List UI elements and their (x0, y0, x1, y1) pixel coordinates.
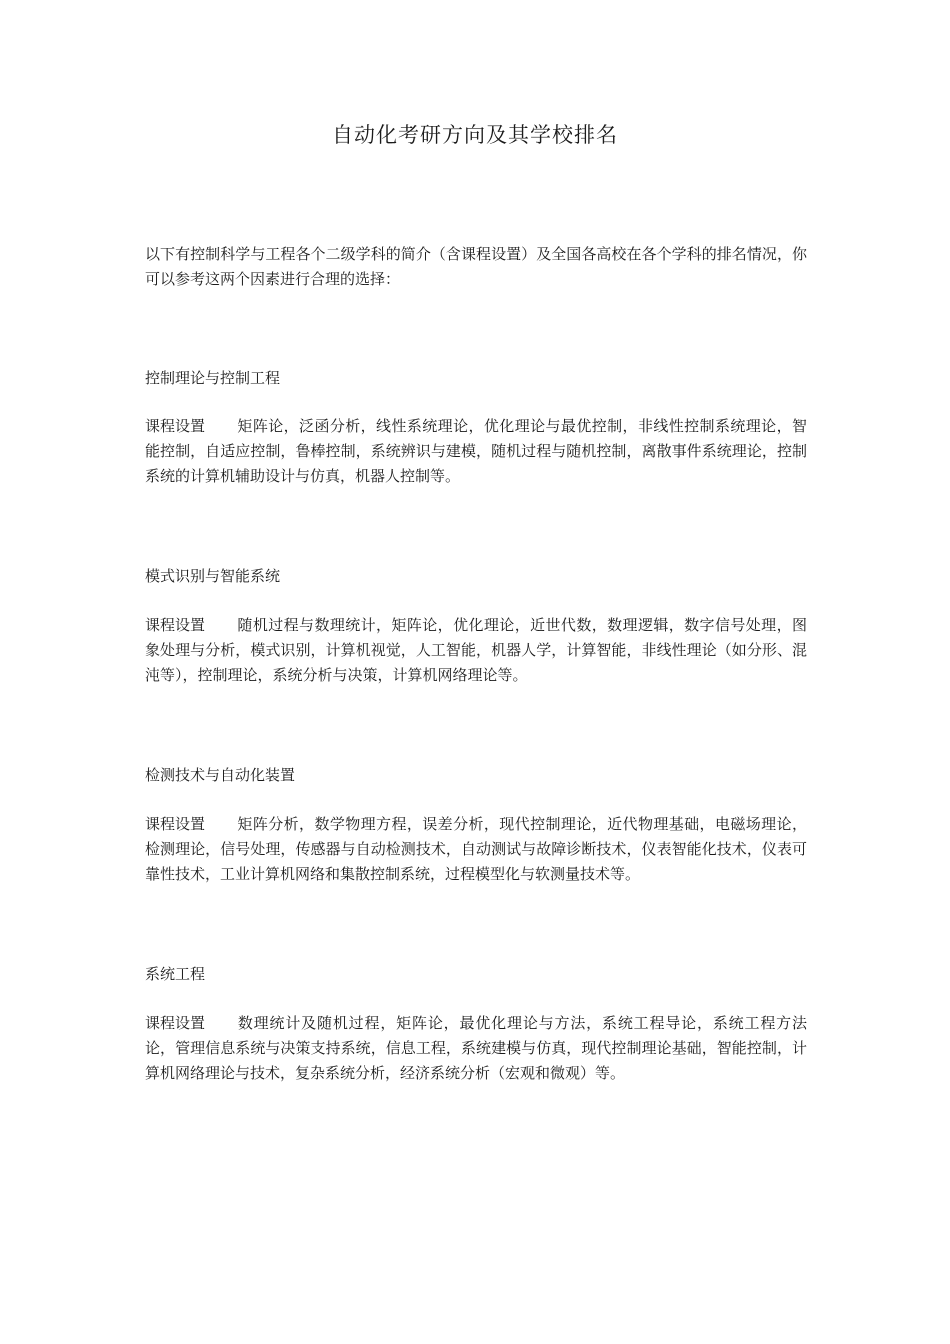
course-label: 课程设置 (145, 815, 206, 833)
course-list: 随机过程与数理统计，矩阵论，优化理论，近世代数，数理逻辑，数字信号处理，图象处理与分析，模式识别，计算机视觉，人工智能，机器人学，计算智能，非线性理论（如分形、混沌等），控制理论，系统分析与决策，计算机网络理论等。 (145, 616, 807, 684)
section-courses-pattern-recognition (145, 613, 807, 688)
course-list: 数理统计及随机过程，矩阵论，最优化理论与方法，系统工程导论，系统工程方法论，管理信息系统与决策支持系统，信息工程，系统建模与仿真，现代控制理论基础，智能控制，计算机网络理论与技术，复杂系统分析，经济系统分析（宏观和微观）等。 (145, 1014, 807, 1082)
course-label: 课程设置 (145, 1014, 206, 1032)
document-title: 自动化考研方向及其学校排名 (332, 123, 618, 147)
section-heading-detection-technology: 检测技术与自动化装置 (145, 766, 296, 784)
course-list: 矩阵分析，数学物理方程，误差分析，现代控制理论，近代物理基础，电磁场理论，检测理论，信号处理，传感器与自动检测技术，自动测试与故障诊断技术，仪表智能化技术，仪表可靠性技术，工业计算机网络和集散控制系统，过程模型化与软测量技术等。 (145, 815, 807, 883)
section-heading-pattern-recognition: 模式识别与智能系统 (145, 567, 281, 585)
course-list: 矩阵论，泛函分析，线性系统理论，优化理论与最优控制，非线性控制系统理论，智能控制，自适应控制，鲁棒控制，系统辨识与建模，随机过程与随机控制，离散事件系统理论，控制系统的计算机辅助设计与仿真，机器人控制等。 (145, 417, 807, 485)
section-courses-systems-engineering (145, 1011, 807, 1086)
section-courses-control-theory (145, 414, 807, 489)
section-heading-systems-engineering: 系统工程 (145, 965, 206, 983)
intro-paragraph: 以下有控制科学与工程各个二级学科的简介（含课程设置）及全国各高校在各个学科的排名情况，你可以参考这两个因素进行合理的选择： (145, 245, 807, 288)
section-courses-detection-technology (145, 812, 807, 887)
course-label: 课程设置 (145, 417, 206, 435)
section-heading-control-theory: 控制理论与控制工程 (145, 369, 281, 387)
course-label: 课程设置 (145, 616, 206, 634)
